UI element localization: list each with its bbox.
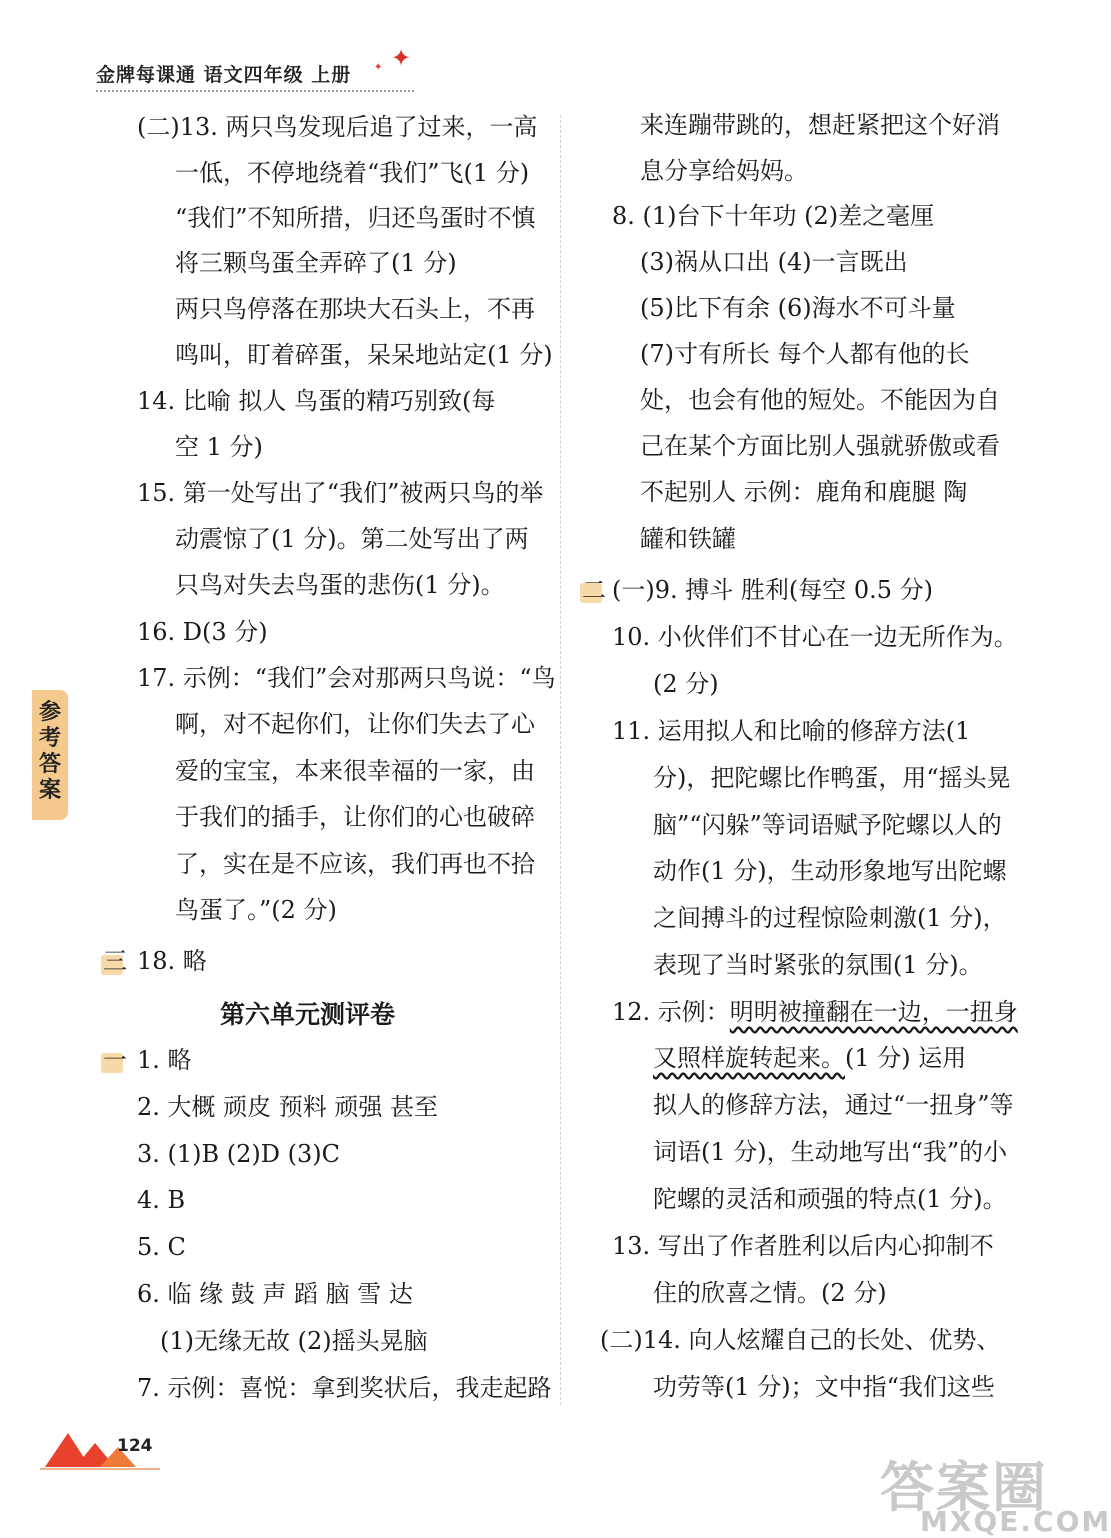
text-line: 表现了当时紧张的氛围(1 分)。 [653, 951, 983, 979]
text-line: (1)无缘无故 (2)摇头晃脑 [160, 1327, 428, 1355]
text-line: 来连蹦带跳的，想赶紧把这个好消 [640, 111, 1000, 139]
text-line: 啊，对不起你们，让你们失去了心 [175, 710, 535, 738]
answer-key-tab-label: 参考答案 [38, 700, 61, 803]
text-line: 8. (1)台下十年功 (2)差之毫厘 [612, 202, 935, 230]
text-line: 住的欣喜之情。(2 分) [653, 1279, 887, 1307]
text-line: (二)13. 两只鸟发现后追了过来，一高 [137, 113, 538, 141]
text-line: 脑”“闪躲”等词语赋予陀螺以人的 [653, 811, 1002, 839]
column-divider [560, 115, 561, 1405]
text-line: 功劳等(1 分)；文中指“我们这些 [653, 1373, 995, 1401]
text-line: 动震惊了(1 分)。第二处写出了两 [175, 525, 529, 553]
text-line: 鸣叫，盯着碎蛋，呆呆地站定(1 分) [175, 341, 553, 369]
item-label: 12. 示例： [612, 998, 730, 1026]
unit-title: 第六单元测评卷 [220, 1000, 396, 1029]
text-line: 一低，不停地绕着“我们”飞(1 分) [175, 159, 530, 187]
text-line: 11. 运用拟人和比喻的修辞方法(1 [612, 717, 971, 745]
text-line: 7. 示例：喜悦：拿到奖状后，我走起路 [137, 1374, 552, 1402]
text-line: 分)，把陀螺比作鸭蛋，用“摇头晃 [653, 764, 1011, 792]
text-line: 18. 略 [137, 947, 207, 975]
text-line: 16. D(3 分) [137, 618, 268, 646]
text-line: 陀螺的灵活和顽强的特点(1 分)。 [653, 1185, 1007, 1213]
text-line [653, 1043, 966, 1073]
star-icon: ✦ [391, 44, 413, 72]
text-line: 15. 第一处写出了“我们”被两只鸟的举 [137, 479, 544, 507]
text-line: (7)寸有所长 每个人都有他的长 [640, 340, 970, 368]
underlined-example: 明明被撞翻在一边，一扭身 [729, 998, 1018, 1026]
text-line: (5)比下有余 (6)海水不可斗量 [640, 294, 956, 322]
text-line: 鸟蛋了。”(2 分) [175, 896, 337, 924]
text-line: “我们”不知所措，归还鸟蛋时不慎 [175, 204, 536, 232]
text-line: 词语(1 分)，生动地写出“我”的小 [653, 1138, 1008, 1166]
section-mark-yi: 一 [103, 1046, 127, 1074]
text-line: 14. 比喻 拟人 鸟蛋的精巧别致(每 [137, 387, 496, 415]
text-line: 10. 小伙伴们不甘心在一边无所作为。 [612, 623, 1018, 651]
book-header [96, 44, 413, 87]
page-number: 124 [117, 1436, 153, 1456]
text-line: 于我们的插手，让你们的心也破碎 [175, 803, 535, 831]
small-star-icon: ✦ [374, 62, 384, 73]
text-line: (2 分) [653, 670, 719, 698]
text-line: 拟人的修辞方法，通过“一扭身”等 [653, 1091, 1014, 1119]
text-line: 5. C [137, 1233, 186, 1261]
text-line: 处，也会有他的短处。不能因为自 [640, 386, 1000, 414]
text-line: 己在某个方面比别人强就骄傲或看 [640, 432, 1000, 460]
text-line: 罐和铁罐 [640, 525, 736, 553]
text-line: 2. 大概 顽皮 预料 顽强 甚至 [137, 1093, 439, 1121]
text-line: 不起别人 示例：鹿角和鹿腿 陶 [640, 478, 968, 506]
text-line: 息分享给妈妈。 [640, 157, 808, 185]
text-line: 只鸟对失去鸟蛋的悲伤(1 分)。 [175, 571, 505, 599]
text-line [612, 997, 1018, 1027]
text-line: (3)祸从口出 (4)一言既出 [640, 248, 908, 276]
text-line: 之间搏斗的过程惊险刺激(1 分)， [653, 904, 1007, 932]
text-line: 6. 临 缘 鼓 声 蹈 脑 雪 达 [137, 1280, 413, 1308]
underlined-example: 又照样旋转起来。 [653, 1044, 845, 1072]
text-line: 将三颗鸟蛋全弄碎了(1 分) [175, 249, 457, 277]
section-mark-san: 三 [103, 947, 127, 975]
text-line: 爱的宝宝，本来很幸福的一家，由 [175, 757, 535, 785]
header-divider [96, 90, 414, 92]
text-line: 13. 写出了作者胜利以后内心抑制不 [612, 1232, 994, 1260]
section-mark-er: 二 [582, 576, 606, 604]
item-score: (1 分) 运用 [845, 1044, 967, 1072]
watermark [880, 1445, 1111, 1538]
text-line: 空 1 分) [175, 433, 263, 461]
text-line: 动作(1 分)，生动形象地写出陀螺 [653, 857, 1007, 885]
text-line: 4. B [137, 1186, 186, 1214]
answer-key-tab [32, 690, 68, 820]
text-line: (一)9. 搏斗 胜利(每空 0.5 分) [612, 576, 934, 604]
watermark-url: MXQE.COM [920, 1505, 1111, 1538]
text-line: 17. 示例：“我们”会对那两只鸟说：“鸟 [137, 664, 556, 692]
text-line: 3. (1)B (2)D (3)C [137, 1140, 341, 1168]
text-line: 1. 略 [137, 1046, 192, 1074]
text-line: 了，实在是不应该，我们再也不拾 [175, 850, 535, 878]
watermark-text: 答案圈 [880, 1456, 1048, 1519]
text-line: (二)14. 向人炫耀自己的长处、优势、 [600, 1326, 1001, 1354]
text-line: 两只鸟停落在那块大石头上，不再 [175, 295, 535, 323]
header-text: 金牌每课通 语文四年级 上册 [96, 64, 352, 86]
